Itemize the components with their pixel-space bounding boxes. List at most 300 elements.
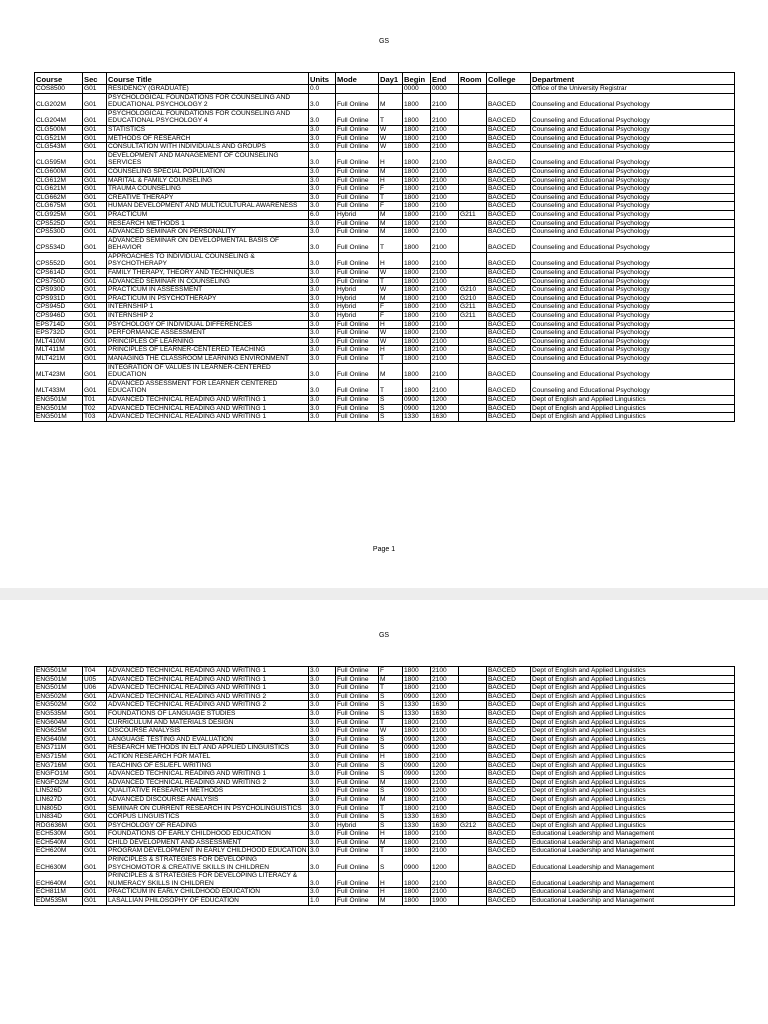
page-header: GS: [378, 38, 390, 45]
table-cell: Dept of English and Applied Linguistics: [531, 727, 735, 736]
table-cell: FAMILY THERAPY, THEORY AND TECHNIQUES: [107, 269, 309, 278]
table-cell: G211: [459, 312, 487, 321]
table-cell: T04: [83, 667, 107, 676]
table-cell: Counseling and Educational Psychology: [531, 219, 735, 228]
table-row: [35, 294, 735, 303]
table-cell: BAGCED: [487, 787, 531, 796]
table-cell: S: [379, 395, 403, 404]
table-cell: ENGFO2M: [35, 778, 83, 787]
table-cell: [459, 167, 487, 176]
table-cell: U06: [83, 684, 107, 693]
table-cell: G01: [83, 143, 107, 152]
table-cell: Full Online: [336, 718, 379, 727]
table-row: [35, 277, 735, 286]
table-row: [35, 252, 735, 268]
table-cell: G01: [83, 185, 107, 194]
table-cell: Full Online: [336, 176, 379, 185]
table-cell: LIN627D: [35, 795, 83, 804]
table-row: [35, 210, 735, 219]
table-cell: Hybrid: [336, 303, 379, 312]
table-cell: ECH530M: [35, 830, 83, 839]
table-cell: 1800: [403, 252, 431, 268]
table-cell: F: [379, 303, 403, 312]
table-row: [35, 176, 735, 185]
table-cell: 1200: [431, 692, 459, 701]
table-cell: T: [379, 277, 403, 286]
table-cell: ENG501M: [35, 675, 83, 684]
table-cell: 1630: [431, 821, 459, 830]
table-cell: 1800: [403, 210, 431, 219]
table-cell: 1200: [431, 761, 459, 770]
table-cell: M: [379, 294, 403, 303]
table-cell: 2100: [431, 269, 459, 278]
table-cell: CLG662M: [35, 193, 83, 202]
table-cell: BAGCED: [487, 413, 531, 422]
table-cell: Full Online: [336, 813, 379, 822]
table-cell: Counseling and Educational Psychology: [531, 228, 735, 237]
table-cell: M: [379, 93, 403, 109]
table-cell: Educational Leadership and Management: [531, 830, 735, 839]
table-cell: ADVANCED TECHNICAL READING AND WRITING 1: [107, 770, 309, 779]
table-cell: EPS714D: [35, 320, 83, 329]
table-cell: LIN526D: [35, 787, 83, 796]
table-cell: 1800: [403, 346, 431, 355]
table-cell: BAGCED: [487, 109, 531, 125]
table-cell: 1800: [403, 125, 431, 134]
table-cell: Full Online: [336, 735, 379, 744]
table-cell: LANGUAGE TESTING AND EVALUATION: [107, 735, 309, 744]
table-cell: Full Online: [336, 125, 379, 134]
table-cell: ACTION RESEARCH FOR MATEL: [107, 752, 309, 761]
table-cell: 1800: [403, 667, 431, 676]
table-cell: 1200: [431, 770, 459, 779]
table-cell: 2100: [431, 228, 459, 237]
table-cell: G01: [83, 320, 107, 329]
table-cell: 1630: [431, 709, 459, 718]
table-cell: 3.0: [309, 675, 336, 684]
table-cell: ADVANCED TECHNICAL READING AND WRITING 2: [107, 778, 309, 787]
table-cell: S: [379, 770, 403, 779]
table-cell: 0000: [431, 85, 459, 94]
table-cell: 1800: [403, 294, 431, 303]
table-cell: Dept of English and Applied Linguistics: [531, 395, 735, 404]
table-cell: BAGCED: [487, 228, 531, 237]
table-cell: G01: [83, 363, 107, 379]
table-cell: BAGCED: [487, 355, 531, 364]
table-cell: [459, 709, 487, 718]
table-cell: PRACTICUM: [107, 210, 309, 219]
table-cell: [459, 320, 487, 329]
table-cell: [459, 684, 487, 693]
table-cell: 3.0: [309, 337, 336, 346]
table-cell: G01: [83, 888, 107, 897]
table-cell: 3.0: [309, 787, 336, 796]
table-cell: BAGCED: [487, 252, 531, 268]
table-cell: CHILD DEVELOPMENT AND ASSESSMENT: [107, 838, 309, 847]
table-cell: Dept of English and Applied Linguistics: [531, 684, 735, 693]
table-row: [35, 236, 735, 252]
table-cell: 1800: [403, 752, 431, 761]
table-cell: [379, 85, 403, 94]
table-cell: [459, 804, 487, 813]
table-cell: Full Online: [336, 228, 379, 237]
table-cell: CLG204M: [35, 109, 83, 125]
table-cell: PRINCIPLES OF LEARNING: [107, 337, 309, 346]
table-cell: S: [379, 701, 403, 710]
table-cell: Full Online: [336, 795, 379, 804]
table-cell: 3.0: [309, 93, 336, 109]
table-cell: BAGCED: [487, 752, 531, 761]
table-cell: G01: [83, 202, 107, 211]
table-row: [35, 151, 735, 167]
table-cell: 3.0: [309, 151, 336, 167]
table-cell: PERFORMANCE ASSESSMENT: [107, 329, 309, 338]
table-cell: W: [379, 134, 403, 143]
table-cell: Full Online: [336, 830, 379, 839]
table-row: [35, 761, 735, 770]
table-cell: 3.0: [309, 770, 336, 779]
table-cell: Dept of English and Applied Linguistics: [531, 804, 735, 813]
table-cell: BAGCED: [487, 684, 531, 693]
table-cell: CLG202M: [35, 93, 83, 109]
table-cell: G01: [83, 176, 107, 185]
table-cell: 3.0: [309, 847, 336, 856]
table-cell: 0900: [403, 761, 431, 770]
page-2: [0, 600, 768, 1024]
table-cell: RDG636M: [35, 821, 83, 830]
table-cell: BAGCED: [487, 176, 531, 185]
table-cell: Full Online: [336, 787, 379, 796]
table-cell: Full Online: [336, 269, 379, 278]
table-cell: 2100: [431, 337, 459, 346]
table-cell: 1800: [403, 847, 431, 856]
table-cell: 2100: [431, 277, 459, 286]
table-cell: 2100: [431, 210, 459, 219]
table-cell: 1200: [431, 735, 459, 744]
table-row: [35, 752, 735, 761]
table-cell: EDM535M: [35, 897, 83, 906]
table-cell: 2100: [431, 847, 459, 856]
table-cell: 0900: [403, 395, 431, 404]
table-cell: [459, 125, 487, 134]
table-cell: CREATIVE THERAPY: [107, 193, 309, 202]
column-header: Mode: [336, 73, 379, 85]
table-cell: CPS552D: [35, 252, 83, 268]
table-cell: [459, 355, 487, 364]
table-cell: G01: [83, 337, 107, 346]
table-cell: BAGCED: [487, 269, 531, 278]
table-row: [35, 395, 735, 404]
table-cell: INTEGRATION OF VALUES IN LEARNER-CENTERED EDUCATION: [107, 363, 309, 379]
table-cell: ADVANCED TECHNICAL READING AND WRITING 2: [107, 692, 309, 701]
table-cell: 3.0: [309, 395, 336, 404]
table-cell: 2100: [431, 312, 459, 321]
table-cell: Full Online: [336, 143, 379, 152]
table-cell: S: [379, 787, 403, 796]
table-cell: T02: [83, 404, 107, 413]
table-cell: Counseling and Educational Psychology: [531, 143, 735, 152]
table-cell: 1800: [403, 202, 431, 211]
table-row: [35, 847, 735, 856]
table-cell: 1800: [403, 337, 431, 346]
table-cell: Hybrid: [336, 312, 379, 321]
table-cell: 3.0: [309, 813, 336, 822]
table-cell: 0900: [403, 787, 431, 796]
table-cell: BAGCED: [487, 125, 531, 134]
table-cell: [459, 346, 487, 355]
table-cell: [459, 847, 487, 856]
table-cell: COS8500: [35, 85, 83, 94]
table-cell: CPS530D: [35, 228, 83, 237]
table-cell: [459, 337, 487, 346]
table-cell: 1800: [403, 303, 431, 312]
table-cell: 1200: [431, 744, 459, 753]
table-cell: 3.0: [309, 355, 336, 364]
table-row: [35, 735, 735, 744]
table-cell: [459, 143, 487, 152]
table-cell: Hybrid: [336, 210, 379, 219]
table-cell: 1800: [403, 727, 431, 736]
header-row: [35, 73, 735, 85]
table-cell: G212: [459, 821, 487, 830]
table-cell: 2100: [431, 303, 459, 312]
table-cell: MLT421M: [35, 355, 83, 364]
table-cell: 1630: [431, 413, 459, 422]
table-cell: S: [379, 692, 403, 701]
table-cell: [459, 667, 487, 676]
table-cell: Counseling and Educational Psychology: [531, 109, 735, 125]
table-cell: Hybrid: [336, 286, 379, 295]
table-cell: Counseling and Educational Psychology: [531, 125, 735, 134]
table-cell: [459, 718, 487, 727]
table-cell: ENG502M: [35, 692, 83, 701]
table-cell: G01: [83, 134, 107, 143]
table-cell: MLT423M: [35, 363, 83, 379]
table-cell: Counseling and Educational Psychology: [531, 303, 735, 312]
table-cell: Counseling and Educational Psychology: [531, 312, 735, 321]
table-cell: [459, 735, 487, 744]
table-cell: 3.0: [309, 185, 336, 194]
table-cell: S: [379, 813, 403, 822]
table-cell: BAGCED: [487, 813, 531, 822]
table-cell: [459, 838, 487, 847]
table-cell: G01: [83, 847, 107, 856]
table-cell: [459, 888, 487, 897]
table-cell: 3.0: [309, 821, 336, 830]
table-cell: Full Online: [336, 856, 379, 872]
table-cell: M: [379, 778, 403, 787]
table-cell: LIN834D: [35, 813, 83, 822]
table-cell: BAGCED: [487, 770, 531, 779]
table-cell: Dept of English and Applied Linguistics: [531, 709, 735, 718]
table-cell: 1800: [403, 379, 431, 395]
table-cell: [459, 752, 487, 761]
table-cell: T01: [83, 395, 107, 404]
table-cell: BAGCED: [487, 821, 531, 830]
table-cell: 2100: [431, 838, 459, 847]
table-row: [35, 125, 735, 134]
table-cell: 1800: [403, 355, 431, 364]
table-cell: CLG621M: [35, 185, 83, 194]
table-cell: [487, 85, 531, 94]
table-cell: Full Online: [336, 252, 379, 268]
table-cell: Counseling and Educational Psychology: [531, 277, 735, 286]
table-row: [35, 379, 735, 395]
table-cell: Counseling and Educational Psychology: [531, 346, 735, 355]
table-cell: Counseling and Educational Psychology: [531, 236, 735, 252]
table-cell: 3.0: [309, 294, 336, 303]
table-cell: [459, 897, 487, 906]
table-cell: Full Online: [336, 202, 379, 211]
table-cell: BAGCED: [487, 830, 531, 839]
table-cell: G01: [83, 294, 107, 303]
table-cell: CONSULTATION WITH INDIVIDUALS AND GROUPS: [107, 143, 309, 152]
table-cell: 1800: [403, 718, 431, 727]
table-cell: T: [379, 355, 403, 364]
table-cell: ADVANCED TECHNICAL READING AND WRITING 1: [107, 684, 309, 693]
table-cell: ENG501M: [35, 667, 83, 676]
table-cell: T: [379, 109, 403, 125]
table-cell: 2100: [431, 125, 459, 134]
table-cell: Full Online: [336, 219, 379, 228]
table-cell: 3.0: [309, 236, 336, 252]
table-cell: 1800: [403, 838, 431, 847]
table-cell: BAGCED: [487, 718, 531, 727]
table-cell: ECH540M: [35, 838, 83, 847]
table-cell: ADVANCED ASSESSMENT FOR LEARNER CENTERED EDUCATION: [107, 379, 309, 395]
table-cell: G01: [83, 770, 107, 779]
table-cell: CORPUS LINGUISTICS: [107, 813, 309, 822]
table-cell: BAGCED: [487, 735, 531, 744]
table-cell: [459, 395, 487, 404]
table-cell: 1800: [403, 778, 431, 787]
table-cell: 1800: [403, 675, 431, 684]
table-cell: T: [379, 684, 403, 693]
table-cell: 3.0: [309, 363, 336, 379]
table-cell: [459, 228, 487, 237]
table-cell: CLG600M: [35, 167, 83, 176]
table-cell: 6.0: [309, 210, 336, 219]
table-cell: BAGCED: [487, 761, 531, 770]
table-cell: W: [379, 125, 403, 134]
table-cell: Counseling and Educational Psychology: [531, 210, 735, 219]
table-row: [35, 93, 735, 109]
table-cell: ADVANCED SEMINAR IN COUNSELING: [107, 277, 309, 286]
table-row: [35, 143, 735, 152]
table-cell: 2100: [431, 355, 459, 364]
table-cell: 1800: [403, 219, 431, 228]
table-cell: Educational Leadership and Management: [531, 888, 735, 897]
table-cell: G01: [83, 167, 107, 176]
table-cell: CLG543M: [35, 143, 83, 152]
table-cell: Full Online: [336, 752, 379, 761]
table-cell: 1630: [431, 813, 459, 822]
table-cell: PRINCIPLES & STRATEGIES FOR DEVELOPING LITERACY & NUMERACY SKILLS IN CHILDREN: [107, 872, 309, 888]
table-cell: Counseling and Educational Psychology: [531, 93, 735, 109]
table-cell: 0900: [403, 856, 431, 872]
table-cell: Full Online: [336, 395, 379, 404]
column-header: Units: [309, 73, 336, 85]
table-cell: Full Online: [336, 109, 379, 125]
table-cell: Counseling and Educational Psychology: [531, 269, 735, 278]
table-cell: Full Online: [336, 667, 379, 676]
table-row: [35, 770, 735, 779]
table-cell: DEVELOPMENT AND MANAGEMENT OF COUNSELING SERVICES: [107, 151, 309, 167]
table-cell: G01: [83, 744, 107, 753]
table-cell: CPS930D: [35, 286, 83, 295]
table-cell: ENGFO1M: [35, 770, 83, 779]
table-cell: [459, 277, 487, 286]
table-cell: 3.0: [309, 202, 336, 211]
table-cell: CPS525D: [35, 219, 83, 228]
table-cell: Full Online: [336, 692, 379, 701]
table-cell: 2100: [431, 667, 459, 676]
table-row: [35, 684, 735, 693]
table-cell: T: [379, 193, 403, 202]
table-cell: MLT411M: [35, 346, 83, 355]
table-cell: Office of the University Registrar: [531, 85, 735, 94]
table-cell: [459, 134, 487, 143]
table-row: [35, 404, 735, 413]
table-cell: W: [379, 143, 403, 152]
table-cell: PSYCHOLOGY OF READING: [107, 821, 309, 830]
table-cell: 3.0: [309, 125, 336, 134]
table-cell: 1.0: [309, 897, 336, 906]
table-cell: 1330: [403, 701, 431, 710]
table-cell: 1800: [403, 277, 431, 286]
column-header: Course Title: [107, 73, 309, 85]
table-cell: 3.0: [309, 709, 336, 718]
table-row: [35, 709, 735, 718]
table-cell: 1330: [403, 709, 431, 718]
table-cell: CLG675M: [35, 202, 83, 211]
table-cell: Educational Leadership and Management: [531, 872, 735, 888]
table-cell: [459, 185, 487, 194]
table-cell: Counseling and Educational Psychology: [531, 193, 735, 202]
table-cell: Educational Leadership and Management: [531, 856, 735, 872]
table-cell: G01: [83, 795, 107, 804]
table-row: [35, 219, 735, 228]
table-cell: G211: [459, 210, 487, 219]
table-cell: [459, 856, 487, 872]
table-cell: ECH640M: [35, 872, 83, 888]
table-cell: 3.0: [309, 667, 336, 676]
column-header: Room: [459, 73, 487, 85]
table-cell: G01: [83, 85, 107, 94]
table-cell: Full Online: [336, 379, 379, 395]
table-cell: 2100: [431, 363, 459, 379]
table-cell: 2100: [431, 752, 459, 761]
table-cell: Full Online: [336, 167, 379, 176]
table-cell: LIN805D: [35, 804, 83, 813]
table-cell: U05: [83, 675, 107, 684]
table-cell: G01: [83, 897, 107, 906]
table-cell: T03: [83, 413, 107, 422]
table-cell: Dept of English and Applied Linguistics: [531, 735, 735, 744]
table-cell: Full Online: [336, 329, 379, 338]
table-cell: G211: [459, 303, 487, 312]
table-cell: G01: [83, 778, 107, 787]
table-cell: [459, 404, 487, 413]
table-cell: H: [379, 176, 403, 185]
table-cell: S: [379, 413, 403, 422]
table-cell: Dept of English and Applied Linguistics: [531, 692, 735, 701]
table-row: [35, 701, 735, 710]
table-cell: 3.0: [309, 269, 336, 278]
table-cell: EPS732D: [35, 329, 83, 338]
table-cell: CPS931D: [35, 294, 83, 303]
table-cell: CPS946D: [35, 312, 83, 321]
